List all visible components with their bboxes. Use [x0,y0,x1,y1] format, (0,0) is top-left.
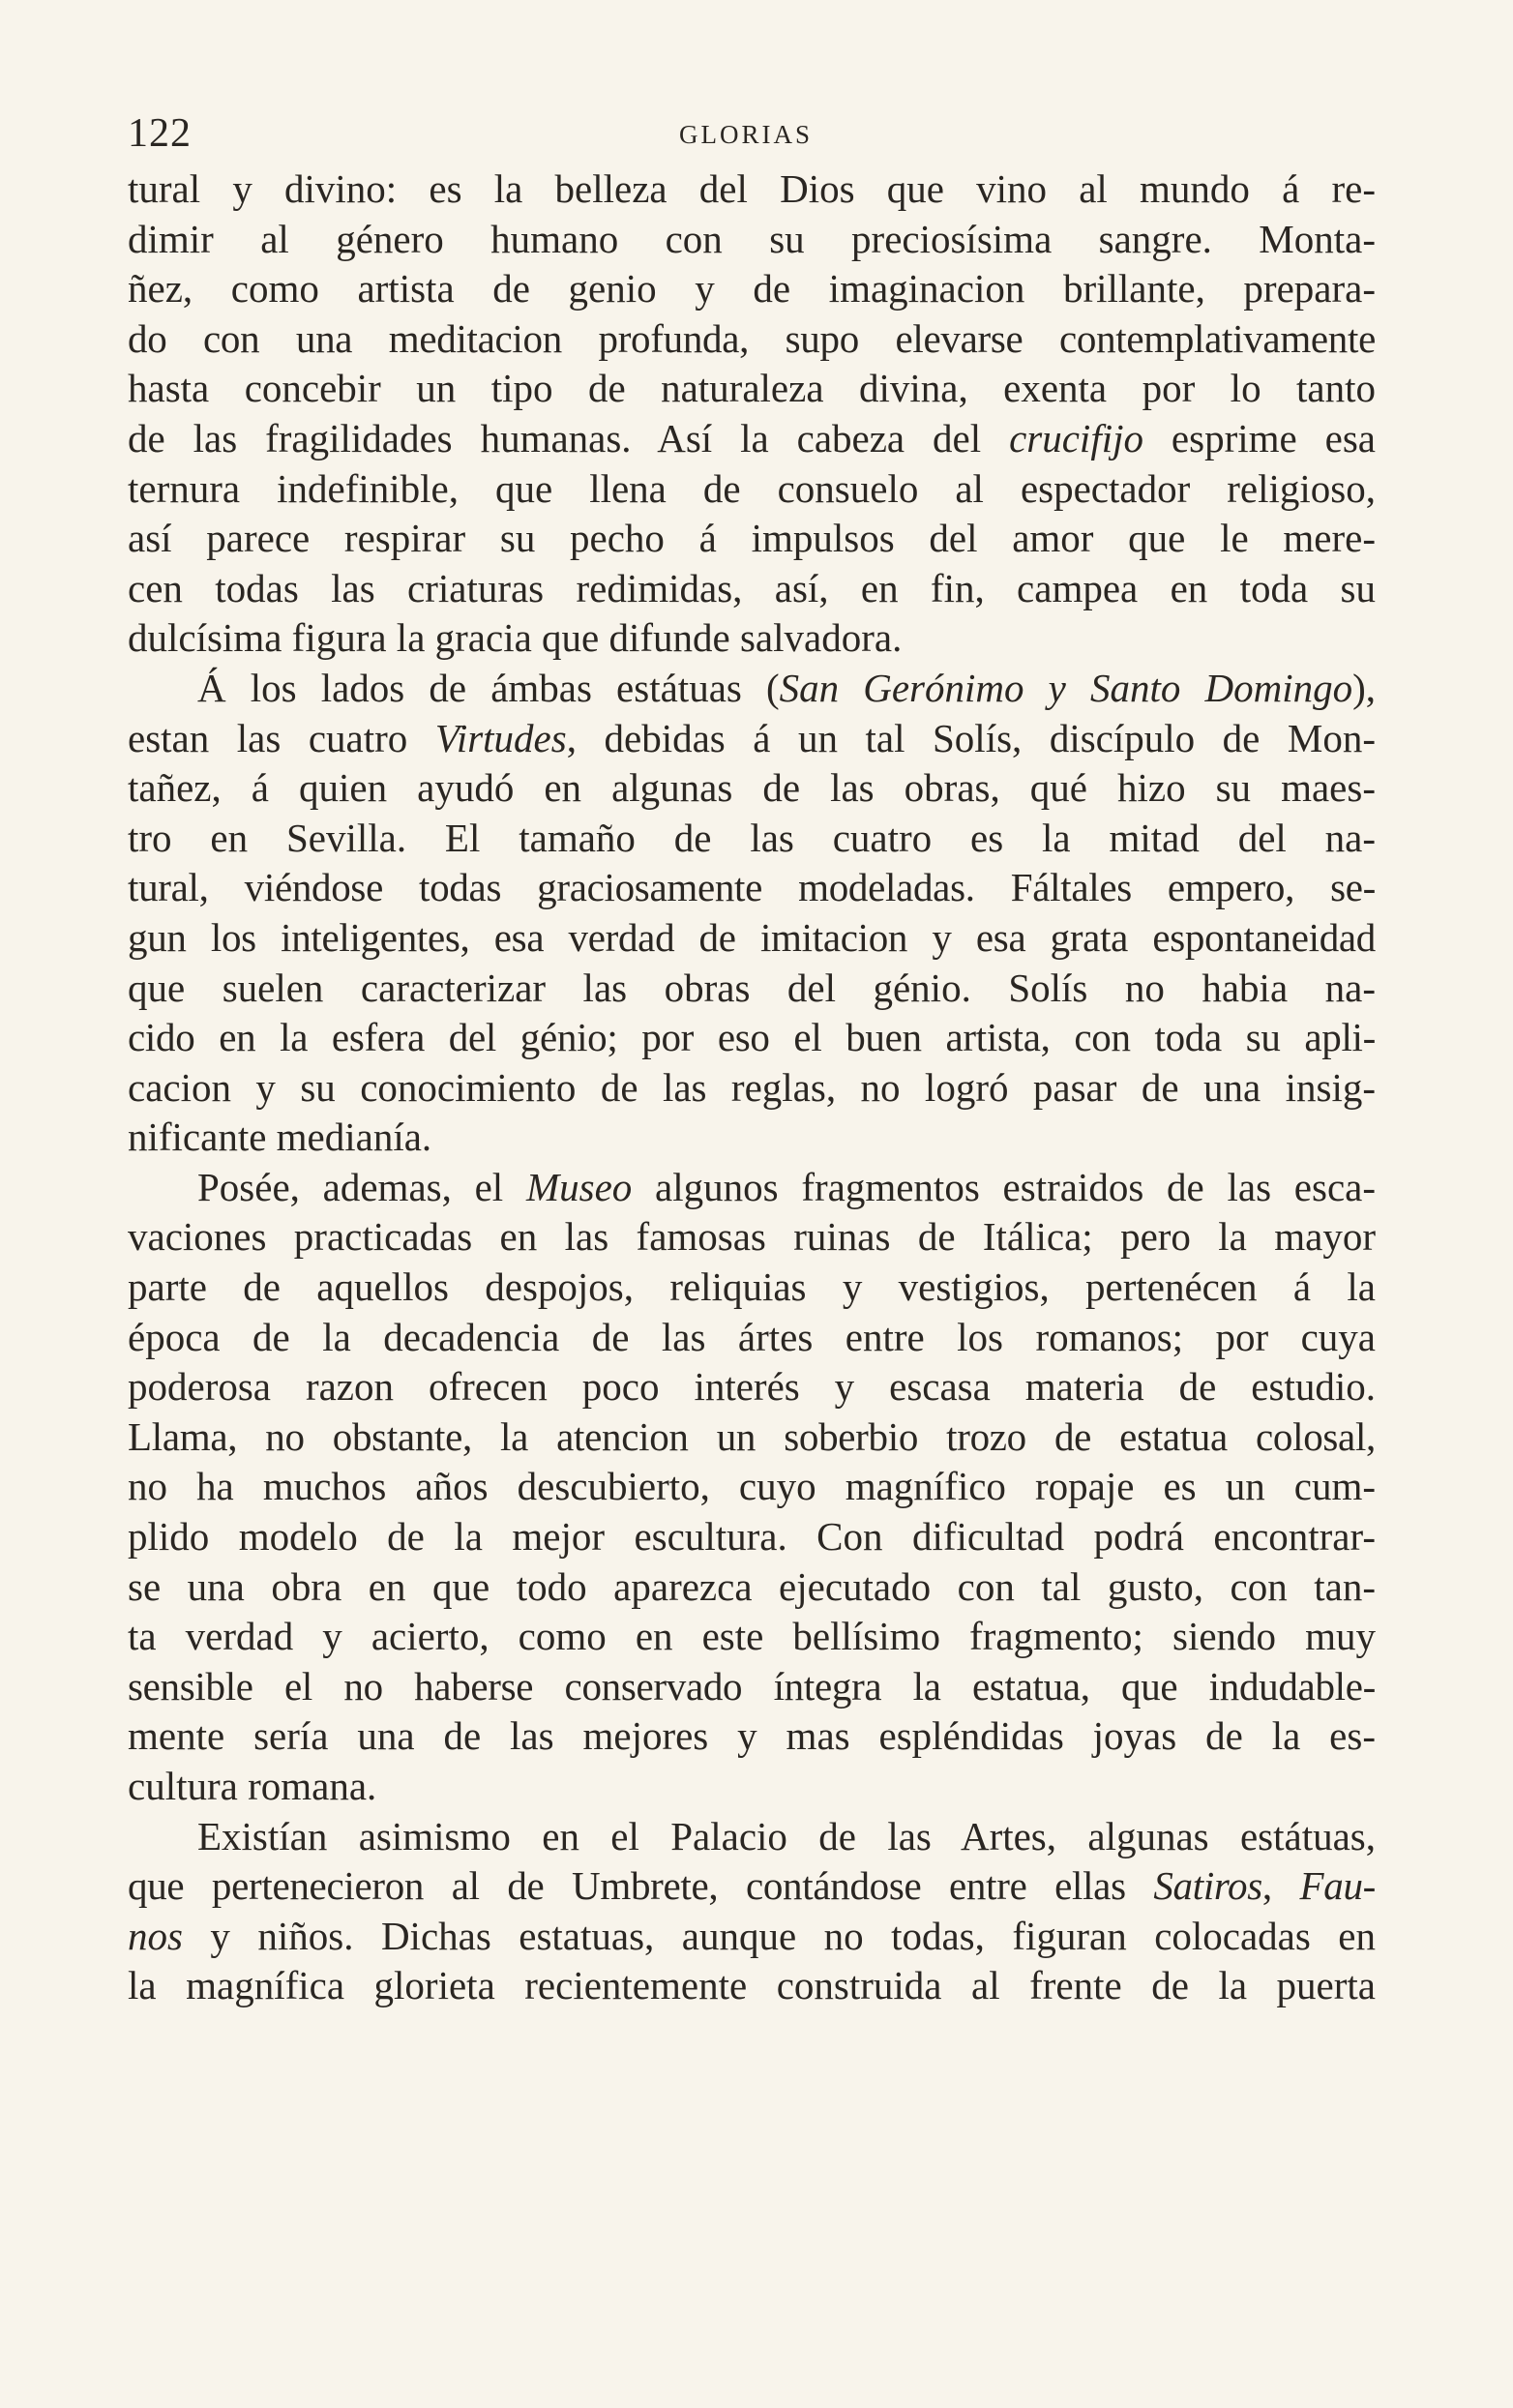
text-line: sensible el no haberse conservado íntegra la estatua, que indudable- [128,1663,1376,1709]
text-line: que suelen caracterizar las obras del génio. Solís no habia na- [128,965,1376,1010]
text-line: tro en Sevilla. El tamaño de las cuatro es la mitad del na- [128,815,1376,860]
paragraph-start-line: Posée, ademas, el Museo algunos fragmentos estraidos de las esca- [197,1164,1376,1209]
text-line: do con una meditacion profunda, supo elevarse contemplativamente [128,315,1376,361]
text-line: no ha muchos años descubierto, cuyo magnífico ropaje es un cum- [128,1464,1376,1509]
text-line: ternura indefinible, que llena de consuelo al espectador religioso, [128,465,1376,511]
text-line: Llama, no obstante, la atencion un soberbio trozo de estatua colosal, [128,1413,1376,1459]
text-line: nificante medianía. [128,1115,432,1160]
text-line: ñez, como artista de genio y de imaginacion brillante, prepara- [128,266,1376,312]
italic-word: Virtudes [434,715,567,760]
text-line: tural y divino: es la belleza del Dios que vino al mundo á re- [128,166,1376,211]
text-line: estan las cuatro Virtudes, debidas á un tal Solís, discípulo de Mon- [128,715,1376,760]
text-line: parte de aquellos despojos, reliquias y vestigios, pertenécen á la [128,1264,1376,1310]
text-line: gun los inteligentes, esa verdad de imitacion y esa grata espontaneidad [128,914,1376,960]
paragraph-start-line: Á los lados de ámbas estátuas (San Gerónimo y Santo Domingo), [197,665,1376,710]
text-line: así parece respirar su pecho á impulsos del amor que le mere- [128,516,1376,561]
body-text [128,164,1376,2011]
text-line: vaciones practicadas en las famosas ruinas de Itálica; pero la mayor [128,1214,1376,1260]
text-line: mente sería una de las mejores y mas espléndidas joyas de la es- [128,1713,1376,1759]
text-line: cacion y su conocimiento de las reglas, no logró pasar de una insig- [128,1064,1376,1110]
text-line: tural, viéndose todas graciosamente modeladas. Fáltales empero, se- [128,865,1376,910]
text-line: poderosa razon ofrecen poco interés y escasa materia de estudio. [128,1364,1376,1410]
text-line: dimir al género humano con su preciosísima sangre. Monta- [128,216,1376,261]
text-line: plido modelo de la mejor escultura. Con dificultad podrá encontrar- [128,1514,1376,1560]
running-head: GLORIAS [679,120,814,149]
text-line: la magnífica glorieta recientemente construida al frente de la puerta [128,1963,1376,2008]
text-line: cen todas las criaturas redimidas, así, en fin, campea en toda su [128,565,1376,610]
text-line: de las fragilidades humanas. Así la cabeza del crucifijo esprime esa [128,415,1376,461]
page-header [128,111,1376,156]
text-line: ta verdad y acierto, como en este bellísimo fragmento; siendo muy [128,1614,1376,1659]
italic-word: nos [128,1913,183,1958]
italic-word: crucifijo [1009,415,1143,461]
italic-word: Satiros [1153,1863,1262,1909]
text-line: dulcísima figura la gracia que difunde salvadora. [128,615,903,661]
text-line: se una obra en que todo aparezca ejecutado con tal gusto, con tan- [128,1563,1376,1609]
text-line: que pertenecieron al de Umbrete, contándose entre ellas Satiros, Fau- [128,1863,1376,1909]
paragraph-start-line: Existían asimismo en el Palacio de las Artes, algunas estátuas, [197,1813,1376,1858]
text-line: tañez, á quien ayudó en algunas de las obras, qué hizo su maes- [128,765,1376,811]
text-line: cultura romana. [128,1764,377,1808]
italic-word: San Gerónimo y Santo Domingo [779,665,1353,710]
text-line: época de la decadencia de las ártes entre los romanos; por cuya [128,1314,1376,1359]
page-number: 122 [128,111,192,156]
text-line: hasta concebir un tipo de naturaleza divina, exenta por lo tanto [128,366,1376,411]
italic-word: Fau- [1299,1863,1376,1909]
text-line: cido en la esfera del génio; por eso el buen artista, con toda su apli- [128,1015,1376,1060]
italic-word: Museo [525,1164,633,1209]
text-line: nos y niños. Dichas estatuas, aunque no todas, figuran colocadas en [128,1913,1376,1958]
